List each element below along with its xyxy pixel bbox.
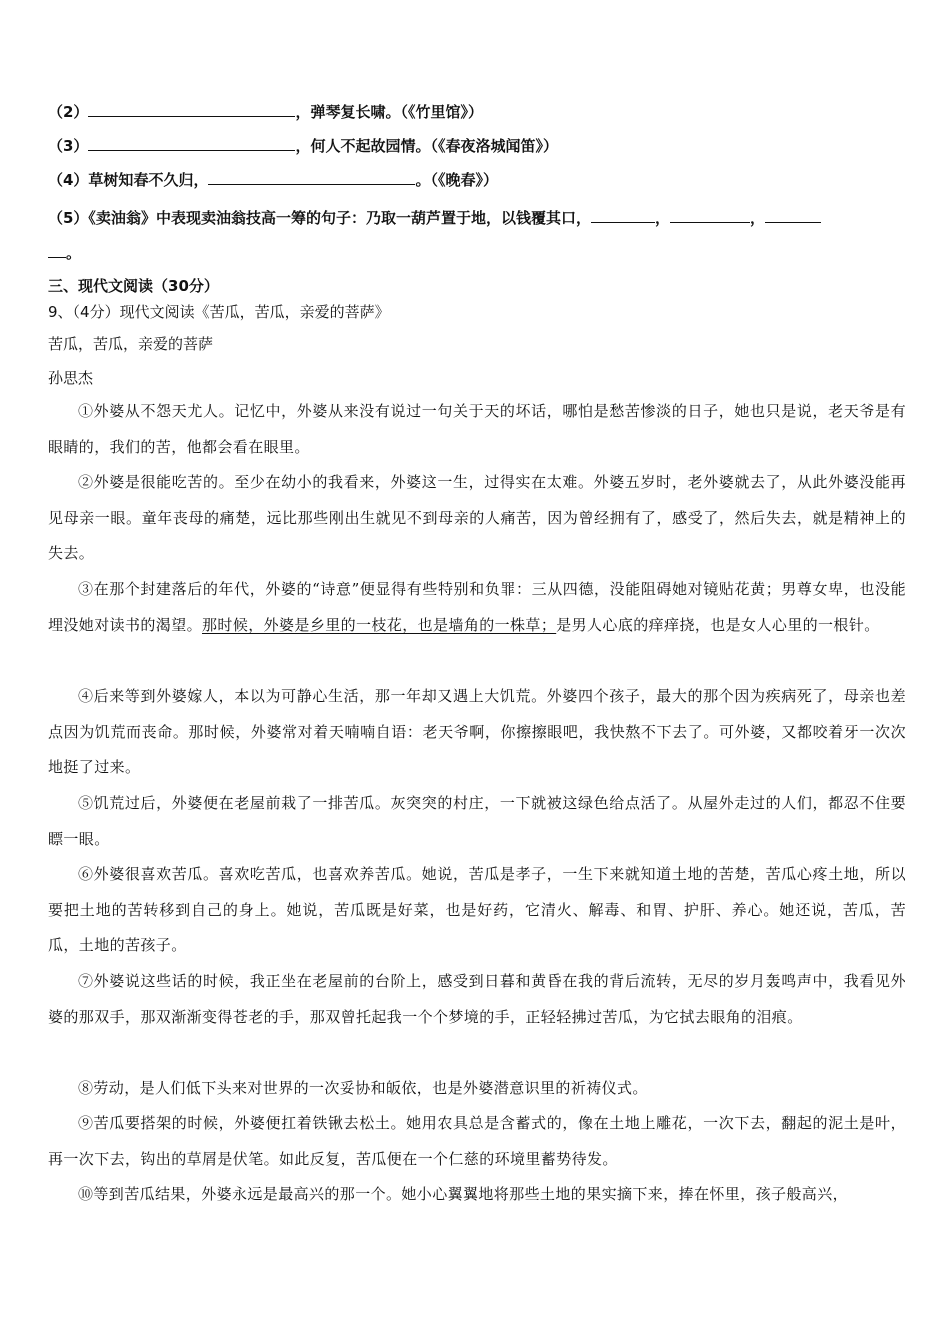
question-3-suffix: ，何人不起故园情。（《春夜洛城闻笛》） — [295, 137, 558, 155]
paragraph-8: ⑧劳动，是人们低下头来对世界的一次妥协和皈依，也是外婆潜意识里的祈祷仪式。 — [78, 1079, 648, 1097]
paragraph-9: ⑨苦瓜要搭架的时候，外婆便扛着铁锹去松土。她用农具总是含蓄式的，像在土地上雕花，一次下去，翻起的泥土是叶，再一次下去，钩出的草屑是伏笔。如此反复，苦瓜便在一个仁慈的环境里蓄势待发。 — [48, 1114, 906, 1168]
question-2 — [48, 102, 483, 122]
question-9-header: 9、（4分）现代文阅读《苦瓜，苦瓜，亲爱的菩萨》 — [48, 303, 390, 321]
question-3-prefix: （3） — [48, 137, 89, 155]
paragraph-1: ①外婆从不怨天尤人。记忆中，外婆从来没有说过一句关于天的坏话，哪怕是愁苦惨淡的日子，她也只是说，老天爷是有眼睛的，我们的苦，他都会看在眼里。 — [48, 402, 906, 456]
paragraph-3 — [48, 572, 906, 643]
answer-blank[interactable] — [670, 208, 750, 223]
question-3 — [48, 136, 558, 156]
question-5-separator: ， — [749, 209, 765, 227]
question-5-separator: ， — [654, 209, 670, 227]
paragraph-3-start: ③在那个封建落后的年代，外婆的“诗意”便显得有些特别和负罪：三从四德，没能阻碍她对镜贴花黄；男尊女卑，也没能埋没她对读书的渴望。 — [48, 580, 906, 634]
paragraph-5: ⑤饥荒过后，外婆便在老屋前栽了一排苦瓜。灰突突的村庄，一下就被这绿色给点活了。从屋外走过的人们，都忍不住要瞟一眼。 — [48, 794, 906, 848]
paragraph-6: ⑥外婆很喜欢苦瓜。喜欢吃苦瓜，也喜欢养苦瓜。她说，苦瓜是孝子，一生下来就知道土地的苦楚，苦瓜心疼土地，所以要把土地的苦转移到自己的身上。她说，苦瓜既是好菜，也是好药，它清火、解毒、和胃、护肝、养心。她还说，苦瓜，苦瓜，土地的苦孩子。 — [48, 865, 906, 954]
answer-blank[interactable] — [208, 170, 415, 185]
question-4 — [48, 170, 498, 190]
question-2-suffix: ，弹琴复长啸。（《竹里馆》） — [295, 103, 483, 121]
paragraph-3-end: 是男人心底的痒痒挠，也是女人心里的一根针。 — [556, 615, 880, 634]
answer-blank[interactable] — [591, 208, 655, 223]
answer-blank[interactable] — [765, 208, 821, 223]
paragraph-7: ⑦外婆说这些话的时候，我正坐在老屋前的台阶上，感受到日暮和黄昏在我的背后流转，无尽的岁月轰鸣声中，我看见外婆的那双手，那双渐渐变得苍老的手，那双曾托起我一个个梦境的手，正轻轻拂过苦瓜，为它拭去眼角的泪痕。 — [48, 972, 906, 1026]
article-title: 苦瓜，苦瓜，亲爱的菩萨 — [48, 335, 214, 353]
paragraph-2: ②外婆是很能吃苦的。至少在幼小的我看来，外婆这一生，过得实在太难。外婆五岁时，老外婆就去了，从此外婆没能再见母亲一眼。童年丧母的痛楚，远比那些刚出生就见不到母亲的人痛苦，因为曾经拥有了，感受了，然后失去，就是精神上的失去。 — [48, 473, 906, 562]
paragraph-4: ④后来等到外婆嫁人，本以为可静心生活，那一年却又遇上大饥荒。外婆四个孩子，最大的那个因为疾病死了，母亲也差点因为饥荒而丧命。那时候，外婆常对着天喃喃自语：老天爷啊，你擦擦眼吧，我快熬不下去了。可外婆，又都咬着牙一次次地挺了过来。 — [48, 687, 906, 776]
article-author: 孙思杰 — [48, 369, 94, 387]
question-5-end: 。 — [66, 244, 82, 262]
underlined-sentence: 那时候，外婆是乡里的一枝花，也是墙角的一株草； — [202, 615, 557, 634]
question-5-continued — [48, 243, 81, 263]
answer-blank[interactable] — [48, 243, 66, 258]
question-4-prefix: （4）草树知春不久归， — [48, 171, 209, 189]
question-4-suffix: 。（《晚春》） — [415, 171, 498, 189]
question-2-prefix: （2） — [48, 103, 89, 121]
answer-blank[interactable] — [88, 102, 295, 117]
section-title: 三、现代文阅读（30分） — [48, 277, 219, 295]
question-5 — [48, 208, 821, 228]
paragraph-10: ⑩等到苦瓜结果，外婆永远是最高兴的那一个。她小心翼翼地将那些土地的果实摘下来，捧在怀里，孩子般高兴， — [78, 1185, 849, 1203]
answer-blank[interactable] — [88, 136, 295, 151]
question-5-prefix: （5）《卖油翁》中表现卖油翁技高一筹的句子：乃取一葫芦置于地，以钱覆其口， — [48, 209, 591, 227]
